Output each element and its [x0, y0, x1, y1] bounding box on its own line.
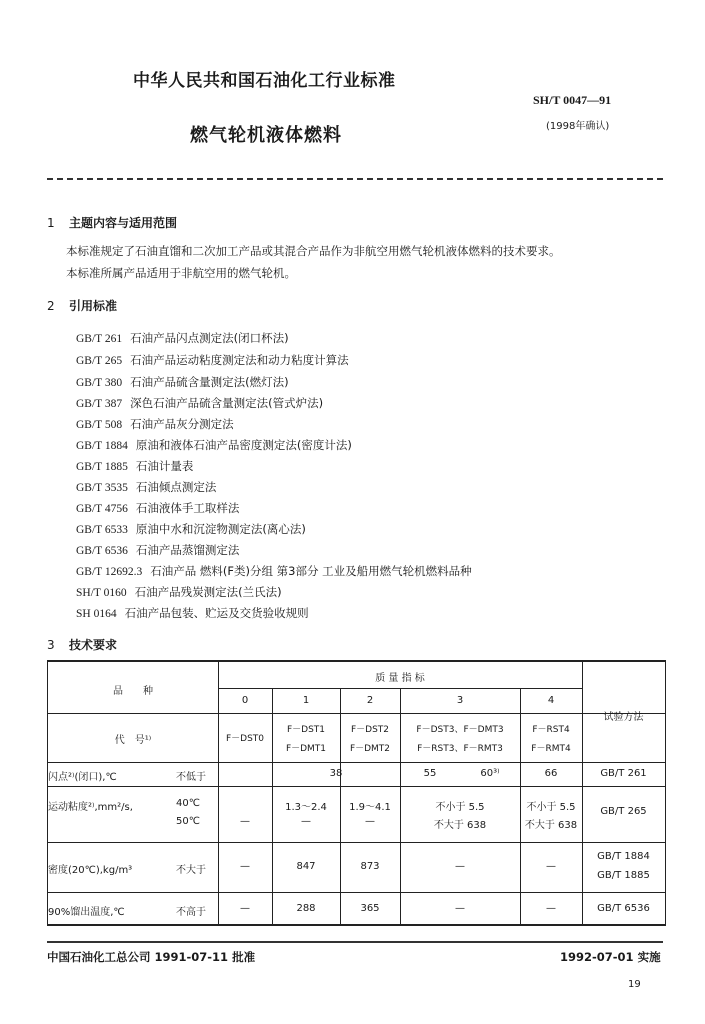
footer-rule [47, 941, 663, 943]
row-label-viscosity: 运动粘度²⁾,mm²/s, [48, 802, 133, 813]
table-line [47, 842, 666, 843]
reference-code: GB/T 3535 [76, 482, 128, 494]
distill-grade-2: 365 [360, 903, 380, 914]
reference-title: 石油产品蒸馏测定法 [135, 543, 240, 557]
reference-title: 石油产品硫含量测定法(燃灯法) [130, 375, 289, 389]
distill-grade-3: — [455, 903, 465, 914]
reference-code: GB/T 387 [76, 398, 123, 410]
density-grade-4: — [546, 861, 556, 872]
flash-method: GB/T 261 [600, 768, 647, 779]
reference-code: GB/T 6536 [76, 545, 128, 557]
reference-code: GB/T 6533 [76, 524, 128, 536]
standard-number: SH/T 0047—91 [533, 93, 612, 107]
distill-grade-1: 288 [296, 903, 316, 914]
grade-4: 4 [547, 695, 555, 706]
grade-3: 3 [456, 695, 464, 706]
reference-code: GB/T 265 [76, 355, 123, 367]
code-grade-2a: F－DST2 [350, 725, 390, 735]
code-grade-2b: F－DMT2 [349, 744, 391, 754]
reference-item [76, 458, 193, 474]
viscosity-grade-2-50: — [365, 816, 375, 827]
reference-code: SH 0164 [76, 608, 117, 620]
code-grade-4a: F－RST4 [532, 725, 570, 735]
reference-item [76, 479, 216, 495]
reference-item [76, 605, 309, 621]
confirmed-note: (1998年确认) [546, 121, 610, 132]
reference-item [76, 542, 239, 558]
code-grade-3a: F－DST3、F－DMT3 [416, 725, 504, 735]
row-qualifier: 不高于 [176, 907, 206, 918]
reference-item [76, 563, 472, 579]
code-grade-4b: F－RMT4 [531, 744, 571, 754]
density-grade-3: — [455, 861, 465, 872]
reference-code: SH/T 0160 [76, 587, 127, 599]
reference-item [76, 584, 282, 600]
reference-title: 石油倾点测定法 [135, 480, 217, 494]
flash-grade-3: 55 [423, 768, 437, 779]
approval-note: 中国石油化工总公司 1991-07-11 批准 [47, 950, 256, 964]
table-line [47, 713, 666, 714]
col-header-method: 试验方法 [603, 712, 644, 723]
reference-code: GB/T 1884 [76, 440, 128, 452]
viscosity-grade-1-50: — [301, 816, 311, 827]
section-1-heading [47, 214, 177, 231]
table-bottom-rule [47, 924, 666, 926]
section-3-heading [47, 636, 117, 653]
table-line [47, 786, 666, 787]
reference-item [76, 500, 239, 516]
section-1-line-1: 本标准规定了石油直馏和二次加工产品或其混合产品作为非航空用燃气轮机液体燃料的技术要求。 [66, 244, 561, 258]
section-title: 技术要求 [69, 638, 118, 652]
row-qualifier: 不低于 [176, 772, 206, 783]
row-label-density: 密度(20℃),kg/m³ [48, 865, 133, 876]
section-title: 主题内容与适用范围 [69, 216, 178, 230]
reference-item [76, 416, 234, 432]
reference-item [76, 395, 323, 411]
flash-grade-4: 66 [544, 768, 558, 779]
density-grade-2: 873 [360, 861, 380, 872]
reference-title: 石油计量表 [135, 459, 194, 473]
density-method-2: GB/T 1885 [597, 870, 650, 881]
reference-title: 石油产品闪点测定法(闭口杯法) [130, 331, 289, 345]
section-1-line-2: 本标准所属产品适用于非航空用的燃气轮机。 [66, 266, 296, 280]
document-title: 燃气轮机液体燃料 [190, 125, 342, 146]
viscosity-grade-3-max: 不大于 638 [433, 820, 487, 831]
code-grade-1a: F－DST1 [286, 725, 326, 735]
col-header-quality: 质 量 指 标 [375, 673, 425, 684]
row-label-distillation: 90%馏出温度,℃ [48, 907, 125, 918]
reference-title: 石油液体手工取样法 [135, 501, 240, 515]
code-grade-3b: F－RST3、F－RMT3 [417, 744, 503, 754]
density-method-1: GB/T 1884 [597, 851, 650, 862]
viscosity-grade-4-max: 不大于 638 [524, 820, 578, 831]
page-number: 19 [628, 979, 641, 990]
reference-code: GB/T 1885 [76, 461, 128, 473]
reference-item [76, 437, 352, 453]
section-2-heading [47, 297, 117, 314]
table-line [47, 762, 666, 763]
table-line [47, 892, 666, 893]
table-line [47, 660, 48, 924]
reference-title: 石油产品包装、贮运及交货验收规则 [124, 606, 309, 620]
table-top-rule [47, 660, 666, 662]
reference-code: GB/T 12692.3 [76, 566, 143, 578]
viscosity-grade-4-min: 不小于 5.5 [526, 802, 576, 813]
org-title: 中华人民共和国石油化工行业标准 [133, 71, 396, 91]
viscosity-grade-2: 1.9～4.1 [349, 802, 391, 813]
reference-code: GB/T 4756 [76, 503, 128, 515]
reference-title: 原油中水和沉淀物测定法(离心法) [135, 522, 306, 536]
viscosity-temp-50: 50℃ [176, 816, 200, 827]
section-title: 引用标准 [69, 299, 118, 313]
col-header-product: 品 种 [113, 686, 153, 697]
reference-title: 石油产品残炭测定法(兰氏法) [134, 585, 282, 599]
reference-title: 石油产品 燃料(F类)分组 第3部分 工业及船用燃气轮机燃料品种 [150, 564, 472, 578]
reference-item [76, 330, 289, 346]
section-number: 2 [47, 299, 55, 313]
grade-0: 0 [241, 695, 249, 706]
reference-item [76, 352, 349, 368]
reference-title: 深色石油产品硫含量测定法(管式炉法) [130, 396, 324, 410]
code-grade-0: F－DST0 [225, 734, 265, 744]
section-number: 1 [47, 216, 55, 230]
viscosity-grade-1: 1.3～2.4 [285, 802, 327, 813]
reference-title: 石油产品运动粘度测定法和动力粘度计算法 [130, 353, 349, 367]
distill-method: GB/T 6536 [597, 903, 650, 914]
header-rule [47, 178, 663, 180]
implementation-date: 1992-07-01 实施 [560, 950, 661, 964]
grade-2: 2 [366, 695, 374, 706]
reference-code: GB/T 380 [76, 377, 123, 389]
row-label-flash: 闪点²⁾(闭口),℃ [48, 772, 117, 783]
reference-code: GB/T 508 [76, 419, 123, 431]
viscosity-grade-0-50: — [240, 816, 250, 827]
flash-grade-1-2: 38 [329, 768, 343, 779]
distill-grade-0: — [240, 903, 250, 914]
table-line [582, 660, 583, 924]
code-label: 代 号¹⁾ [114, 735, 152, 746]
reference-item [76, 374, 289, 390]
reference-code: GB/T 261 [76, 333, 123, 345]
reference-item [76, 521, 306, 537]
reference-title: 石油产品灰分测定法 [130, 417, 234, 431]
flash-grade-3-note: 60³⁾ [480, 768, 500, 779]
viscosity-method: GB/T 265 [600, 806, 647, 817]
density-grade-0: — [240, 861, 250, 872]
row-qualifier: 不大于 [176, 865, 206, 876]
code-grade-1b: F－DMT1 [285, 744, 327, 754]
density-grade-1: 847 [296, 861, 316, 872]
viscosity-temp-40: 40℃ [176, 798, 200, 809]
grade-1: 1 [302, 695, 310, 706]
viscosity-grade-3-min: 不小于 5.5 [435, 802, 485, 813]
distill-grade-4: — [546, 903, 556, 914]
table-line [665, 660, 666, 924]
reference-title: 原油和液体石油产品密度测定法(密度计法) [135, 438, 352, 452]
section-number: 3 [47, 638, 55, 652]
